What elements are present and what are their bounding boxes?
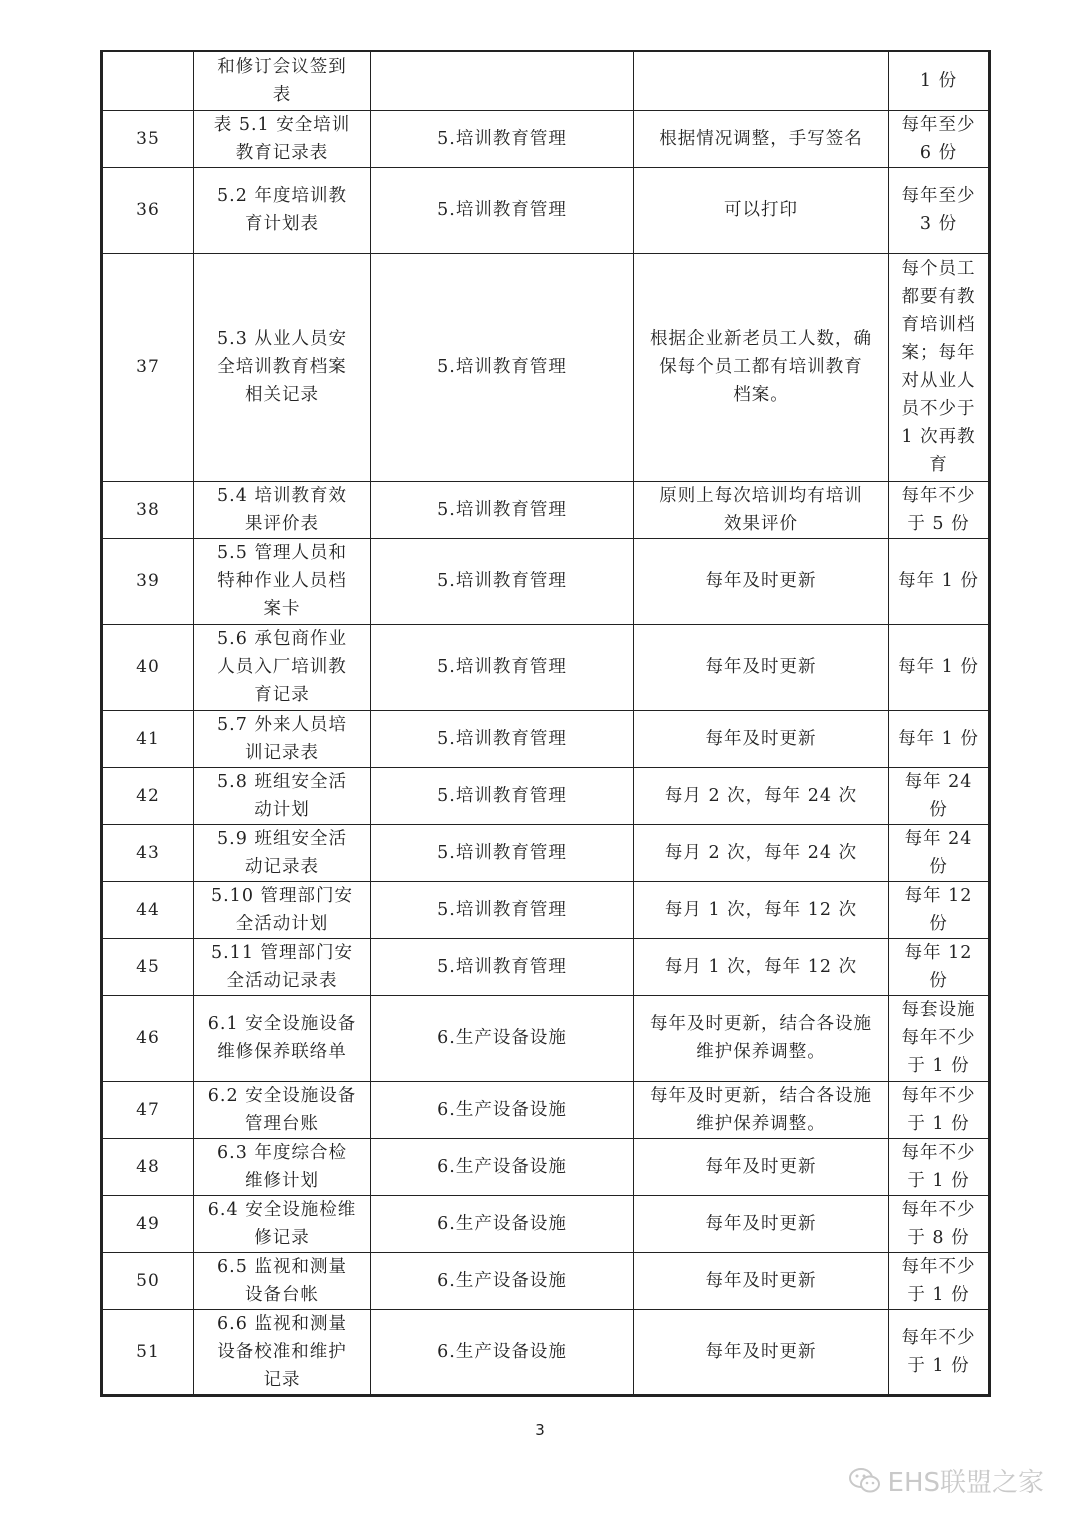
record-name xyxy=(194,167,371,253)
record-name-line: 5.8 班组安全活 xyxy=(217,771,347,792)
record-category: 6.生产设备设施 xyxy=(371,995,634,1081)
record-note xyxy=(634,110,889,167)
record-note-line: 每年及时更新 xyxy=(705,1156,817,1177)
record-note xyxy=(634,624,889,710)
record-note-line: 每年及时更新，结合各设施 xyxy=(650,1014,872,1034)
record-frequency-line: 对从业人 xyxy=(901,371,976,391)
record-category: 5.培训教育管理 xyxy=(371,110,634,167)
record-note-line: 维护保养调整。 xyxy=(696,1042,826,1062)
record-name-line: 果评价表 xyxy=(245,513,319,534)
record-name-line: 动记录表 xyxy=(245,856,319,877)
record-name-line: 6.6 监视和测量 xyxy=(217,1313,347,1334)
record-frequency-line: 于 1 份 xyxy=(907,1284,970,1305)
record-name-line: 6.4 安全设施检维 xyxy=(207,1199,357,1220)
record-frequency-line: 每套设施 xyxy=(901,1000,976,1020)
record-name-line: 设备台帐 xyxy=(245,1284,319,1305)
record-name-line: 修记录 xyxy=(254,1227,310,1248)
row-number: 50 xyxy=(102,1252,194,1309)
record-note xyxy=(634,51,889,110)
record-note xyxy=(634,1081,889,1138)
record-note-line: 每年及时更新 xyxy=(705,1341,817,1362)
record-name xyxy=(194,995,371,1081)
record-name-line: 5.11 管理部门安 xyxy=(210,942,354,963)
row-number: 37 xyxy=(102,253,194,481)
record-category: 6.生产设备设施 xyxy=(371,1138,634,1195)
record-note-line: 原则上每次培训均有培训 xyxy=(659,485,863,506)
row-number: 41 xyxy=(102,710,194,767)
record-frequency-line: 员不少于 xyxy=(901,399,976,419)
record-note xyxy=(634,824,889,881)
record-frequency-line: 每年 1 份 xyxy=(898,571,979,591)
record-category: 5.培训教育管理 xyxy=(371,767,634,824)
record-note-line: 效果评价 xyxy=(724,513,798,534)
record-note-line: 每年及时更新 xyxy=(705,1270,817,1291)
record-name-line: 教育记录表 xyxy=(235,142,329,163)
record-name-line: 全活动记录表 xyxy=(226,970,338,991)
record-frequency-line: 案；每年 xyxy=(901,343,976,363)
record-name-line: 6.2 安全设施设备 xyxy=(207,1085,357,1106)
record-name xyxy=(194,710,371,767)
record-category: 5.培训教育管理 xyxy=(371,167,634,253)
record-frequency-line: 每年不少 xyxy=(901,1028,976,1048)
record-name-line: 记录 xyxy=(263,1369,301,1390)
record-frequency xyxy=(889,110,990,167)
table-row xyxy=(102,51,990,110)
record-name xyxy=(194,767,371,824)
record-name xyxy=(194,1252,371,1309)
record-note xyxy=(634,710,889,767)
record-name-line: 维修计划 xyxy=(245,1170,319,1191)
record-frequency-line: 都要有教 xyxy=(901,287,976,307)
record-name-line: 5.9 班组安全活 xyxy=(217,828,347,849)
record-frequency-line: 每年不少 xyxy=(901,1199,976,1220)
record-frequency-line: 1 份 xyxy=(919,70,958,91)
record-name-line: 和修订会议签到 xyxy=(217,56,347,77)
row-number: 44 xyxy=(102,881,194,938)
record-frequency-line: 3 份 xyxy=(919,214,958,234)
watermark xyxy=(848,1462,1044,1499)
record-frequency xyxy=(889,938,990,995)
record-frequency-line: 每年不少 xyxy=(901,485,976,506)
table-row xyxy=(102,1309,990,1395)
record-note-line: 保每个员工都有培训教育 xyxy=(659,357,863,377)
row-number: 42 xyxy=(102,767,194,824)
record-note xyxy=(634,881,889,938)
record-frequency-line: 育 xyxy=(929,455,948,475)
record-note-line: 维护保养调整。 xyxy=(696,1113,826,1134)
page-number: 3 xyxy=(535,1421,545,1439)
record-frequency-line: 每年 24 xyxy=(904,828,973,849)
record-note xyxy=(634,938,889,995)
record-frequency-line: 1 次再教 xyxy=(901,427,976,447)
record-name xyxy=(194,1195,371,1252)
record-category: 6.生产设备设施 xyxy=(371,1195,634,1252)
row-number: 43 xyxy=(102,824,194,881)
table-row xyxy=(102,481,990,538)
record-note-line: 每年及时更新 xyxy=(705,571,817,591)
record-frequency xyxy=(889,881,990,938)
record-name-line: 训记录表 xyxy=(245,742,319,763)
record-note-line: 每月 2 次，每年 24 次 xyxy=(664,785,858,806)
record-name-line: 特种作业人员档 xyxy=(217,571,347,591)
record-frequency xyxy=(889,481,990,538)
record-name-line: 6.1 安全设施设备 xyxy=(207,1014,357,1034)
record-name xyxy=(194,624,371,710)
record-note-line: 每年及时更新 xyxy=(705,1213,817,1234)
row-number: 40 xyxy=(102,624,194,710)
record-name-line: 全培训教育档案 xyxy=(217,357,347,377)
record-name xyxy=(194,881,371,938)
table-row xyxy=(102,767,990,824)
table-row xyxy=(102,710,990,767)
record-name xyxy=(194,1138,371,1195)
record-frequency xyxy=(889,167,990,253)
record-frequency xyxy=(889,1252,990,1309)
wechat-icon xyxy=(848,1467,882,1495)
record-frequency xyxy=(889,824,990,881)
record-name-line: 育记录 xyxy=(254,685,310,705)
record-note-line: 每月 1 次，每年 12 次 xyxy=(664,956,858,977)
record-frequency xyxy=(889,538,990,624)
record-frequency xyxy=(889,51,990,110)
record-frequency-line: 每年不少 xyxy=(901,1085,976,1106)
record-frequency-line: 每年至少 xyxy=(901,114,976,135)
record-name-line: 设备校准和维护 xyxy=(217,1341,347,1362)
record-name xyxy=(194,1081,371,1138)
record-frequency-line: 于 1 份 xyxy=(907,1056,970,1076)
record-name-line: 6.5 监视和测量 xyxy=(217,1256,347,1277)
record-name-line: 管理台账 xyxy=(245,1113,319,1134)
records-table-body xyxy=(102,51,990,1395)
record-note-line: 每月 2 次，每年 24 次 xyxy=(664,842,858,863)
record-frequency xyxy=(889,1195,990,1252)
table-row xyxy=(102,881,990,938)
record-category: 5.培训教育管理 xyxy=(371,710,634,767)
record-frequency-line: 于 1 份 xyxy=(907,1170,970,1191)
record-frequency-line: 份 xyxy=(929,856,948,877)
table-row xyxy=(102,1081,990,1138)
record-name-line: 人员入厂培训教 xyxy=(217,657,347,677)
records-table xyxy=(100,50,991,1397)
record-note-line: 根据情况调整，手写签名 xyxy=(659,128,863,149)
record-name xyxy=(194,110,371,167)
record-name xyxy=(194,938,371,995)
record-note-line: 每年及时更新，结合各设施 xyxy=(650,1085,872,1106)
record-category: 5.培训教育管理 xyxy=(371,253,634,481)
record-name-line: 5.5 管理人员和 xyxy=(217,543,347,563)
record-frequency-line: 每个员工 xyxy=(901,259,976,279)
record-category: 5.培训教育管理 xyxy=(371,938,634,995)
record-frequency-line: 育培训档 xyxy=(901,315,976,335)
record-frequency-line: 每年不少 xyxy=(901,1256,976,1277)
row-number: 51 xyxy=(102,1309,194,1395)
record-name xyxy=(194,51,371,110)
record-note xyxy=(634,995,889,1081)
record-name-line: 表 xyxy=(272,84,292,105)
record-frequency-line: 每年至少 xyxy=(901,186,976,206)
record-note xyxy=(634,538,889,624)
table-row xyxy=(102,253,990,481)
record-frequency-line: 份 xyxy=(929,970,948,991)
row-number: 49 xyxy=(102,1195,194,1252)
row-number: 47 xyxy=(102,1081,194,1138)
record-frequency-line: 于 1 份 xyxy=(907,1355,970,1376)
record-name-line: 动计划 xyxy=(254,799,310,820)
record-frequency xyxy=(889,1138,990,1195)
row-number: 48 xyxy=(102,1138,194,1195)
record-frequency-line: 于 5 份 xyxy=(907,513,970,534)
row-number: 35 xyxy=(102,110,194,167)
record-category: 6.生产设备设施 xyxy=(371,1252,634,1309)
watermark-text: EHS联盟之家 xyxy=(887,1468,1044,1498)
table-row xyxy=(102,538,990,624)
record-name-line: 相关记录 xyxy=(245,385,319,405)
table-row xyxy=(102,1195,990,1252)
record-note xyxy=(634,1195,889,1252)
record-name-line: 育计划表 xyxy=(245,214,319,234)
record-frequency-line: 每年 1 份 xyxy=(898,657,979,677)
record-name-line: 全活动计划 xyxy=(235,913,329,934)
record-frequency-line: 份 xyxy=(929,913,948,934)
record-category: 5.培训教育管理 xyxy=(371,881,634,938)
record-category: 5.培训教育管理 xyxy=(371,538,634,624)
record-note xyxy=(634,1138,889,1195)
table-row xyxy=(102,824,990,881)
record-name xyxy=(194,253,371,481)
table-row xyxy=(102,938,990,995)
record-note xyxy=(634,1252,889,1309)
record-frequency xyxy=(889,1081,990,1138)
record-frequency xyxy=(889,1309,990,1395)
record-note-line: 每年及时更新 xyxy=(705,728,817,749)
record-category: 5.培训教育管理 xyxy=(371,624,634,710)
record-frequency xyxy=(889,995,990,1081)
table-row xyxy=(102,110,990,167)
record-name xyxy=(194,481,371,538)
record-category: 5.培训教育管理 xyxy=(371,481,634,538)
row-number: 36 xyxy=(102,167,194,253)
record-note xyxy=(634,1309,889,1395)
record-note xyxy=(634,767,889,824)
record-frequency-line: 6 份 xyxy=(919,142,958,163)
record-name-line: 案卡 xyxy=(263,599,301,619)
record-frequency-line: 每年 1 份 xyxy=(898,728,979,749)
record-frequency-line: 每年 12 xyxy=(904,885,973,906)
record-note xyxy=(634,481,889,538)
record-category: 5.培训教育管理 xyxy=(371,824,634,881)
table-row xyxy=(102,1252,990,1309)
record-name-line: 6.3 年度综合检 xyxy=(217,1142,347,1163)
table-row xyxy=(102,995,990,1081)
record-frequency xyxy=(889,624,990,710)
record-category: 6.生产设备设施 xyxy=(371,1081,634,1138)
record-frequency xyxy=(889,710,990,767)
record-frequency xyxy=(889,253,990,481)
record-note-line: 根据企业新老员工人数，确 xyxy=(650,329,872,349)
row-number: 38 xyxy=(102,481,194,538)
record-note-line: 每年及时更新 xyxy=(705,657,817,677)
record-frequency-line: 份 xyxy=(929,799,948,820)
record-name-line: 5.10 管理部门安 xyxy=(210,885,354,906)
table-row xyxy=(102,1138,990,1195)
row-number xyxy=(102,51,194,110)
row-number: 46 xyxy=(102,995,194,1081)
record-frequency-line: 于 8 份 xyxy=(907,1227,970,1248)
record-name xyxy=(194,1309,371,1395)
record-frequency-line: 每年 12 xyxy=(904,942,973,963)
record-name-line: 5.4 培训教育效 xyxy=(217,485,347,506)
row-number: 45 xyxy=(102,938,194,995)
row-number: 39 xyxy=(102,538,194,624)
record-frequency xyxy=(889,767,990,824)
record-name-line: 维修保养联络单 xyxy=(217,1042,347,1062)
record-note xyxy=(634,167,889,253)
record-note-line: 可以打印 xyxy=(724,200,798,220)
table-row xyxy=(102,624,990,710)
record-note xyxy=(634,253,889,481)
record-name xyxy=(194,824,371,881)
record-frequency-line: 每年不少 xyxy=(901,1327,976,1348)
record-category xyxy=(371,51,634,110)
record-name-line: 5.2 年度培训教 xyxy=(217,186,347,206)
record-note-line: 每月 1 次，每年 12 次 xyxy=(664,899,858,920)
record-name-line: 5.3 从业人员安 xyxy=(217,329,347,349)
record-name-line: 5.6 承包商作业 xyxy=(217,629,347,649)
record-category: 6.生产设备设施 xyxy=(371,1309,634,1395)
record-frequency-line: 每年不少 xyxy=(901,1142,976,1163)
table-row xyxy=(102,167,990,253)
record-name xyxy=(194,538,371,624)
record-note-line: 档案。 xyxy=(733,385,789,405)
record-frequency-line: 每年 24 xyxy=(904,771,973,792)
record-frequency-line: 于 1 份 xyxy=(907,1113,970,1134)
record-name-line: 表 5.1 安全培训 xyxy=(213,114,351,135)
record-name-line: 5.7 外来人员培 xyxy=(217,714,347,735)
